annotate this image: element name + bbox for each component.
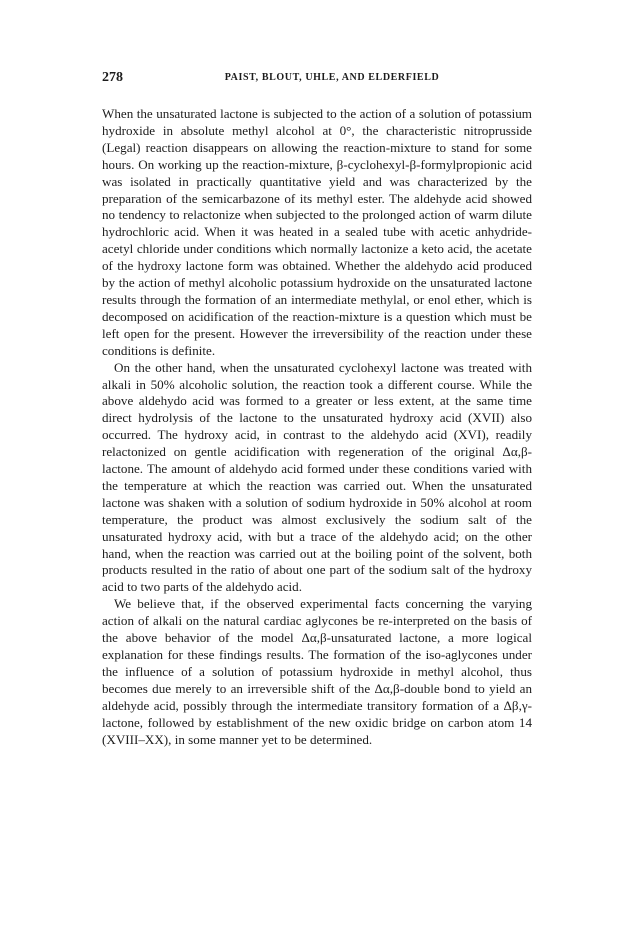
paragraph-2: On the other hand, when the unsaturated cyclohexyl lactone was treated with alkali in 50% alcoholic solution, the reaction took a different course. While the above aldehydo acid was formed to a greater or less extent, at the same time direct hydrolysis of the lactone to the unsaturated hydroxy acid (XVII) also occurred. The hydroxy acid, in contrast to the aldehydo acid (XVI), readily relactonized on gentle acidification with regeneration of the original Δα,β-lactone. The amount of aldehydo acid formed under these conditions varied with the temperature at which the reaction was carried out. When the unsaturated lactone was shaken with a solution of sodium hydroxide in 50% alcohol at room temperature, the product was almost exclusively the sodium salt of the unsaturated hydroxy acid, with but a trace of the aldehydo acid; on the other hand, when the reaction was carried out at the boiling point of the solvent, both products resulted in the ratio of about one part of the sodium salt of the hydroxy acid to two parts of the aldehydo acid.: [102, 359, 532, 595]
paragraph-1: When the unsaturated lactone is subjected to the action of a solution of potassium hydroxide in absolute methyl alcohol at 0°, the characteristic nitroprusside (Legal) reaction disappears on allowing the reaction-mixture to stand for some hours. On working up the reaction-mixture, β-cyclohexyl-β-formylpropionic acid was isolated in practically quantitative yield and was characterized by the preparation of the semicarbazone of its methyl ester. The aldehyde acid showed no tendency to relactonize when subjected to the prolonged action of warm dilute hydrochloric acid. When it was heated in a sealed tube with acetic anhydride-acetyl chloride under conditions which normally lactonize a keto acid, the acetate of the hydroxy lactone form was obtained. Whether the aldehydo acid produced by the action of methyl alcoholic potassium hydroxide on the unsaturated lactone results through the formation of an intermediate methylal, or enol ether, which is decomposed on acidification of the reaction-mixture is a question which must be left open for the present. However the irreversibility of the reaction under these conditions is definite.: [102, 106, 532, 358]
page-number: 278: [102, 70, 123, 85]
document-page: [102, 70, 532, 748]
paragraph-3: We believe that, if the observed experimental facts concerning the varying action of alkali on the natural cardiac aglycones be re-interpreted on the basis of the above behavior of the model Δα,β-unsaturated lactone, a more logical explanation for these findings results. The formation of the iso-aglycones under the influence of a solution of potassium hydroxide in methyl alcohol, thus becomes due merely to an irreversible shift of the Δα,β-double bond to yield an aldehyde acid, possibly through the intermediate transitory formation of a Δβ,γ-lactone, followed by establishment of the new oxidic bridge on carbon atom 14 (XVIII–XX), in some manner yet to be determined.: [102, 596, 532, 747]
page-header: [102, 70, 532, 92]
running-head: PAIST, BLOUT, UHLE, AND ELDERFIELD: [224, 72, 440, 83]
